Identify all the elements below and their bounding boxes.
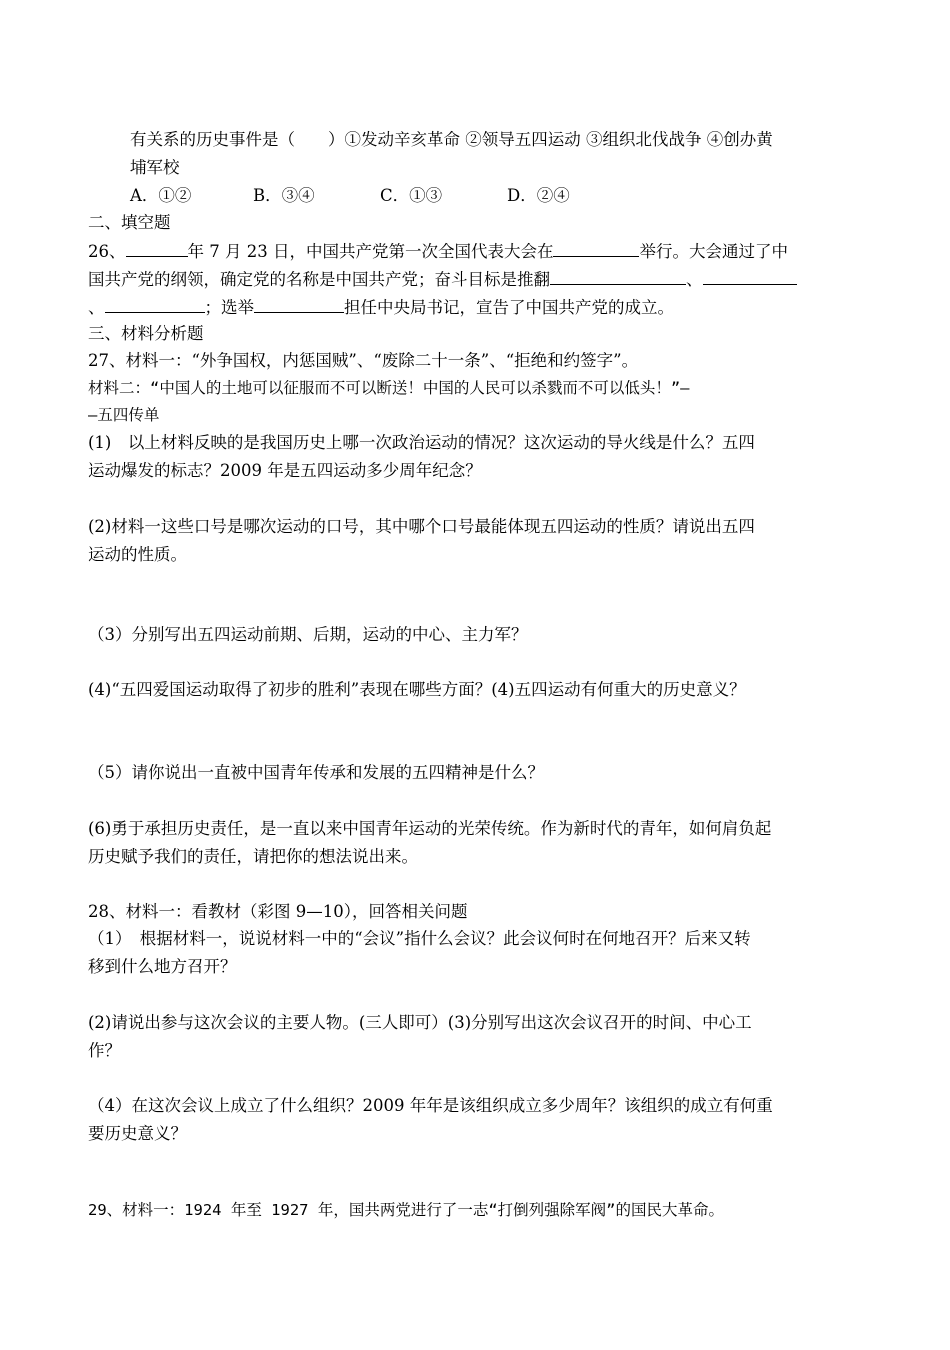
q28-material-1: 28、材料一：看教材（彩图 9—10），回答相关问题 — [88, 902, 468, 921]
blank-goal-3[interactable] — [105, 297, 205, 313]
q27-question-2a: (2)材料一这些口号是哪次运动的口号，其中哪个口号最能体现五四运动的性质？请说出五四 — [88, 517, 755, 536]
option-b: B．③④ — [253, 186, 315, 205]
q26-number: 26、 — [88, 242, 126, 261]
q26-text-a: 年 7 月 23 日，中国共产党第一次全国代表大会在 — [187, 242, 554, 261]
q26-line2 — [88, 269, 797, 290]
q26-text-e: 担任中央局书记，宣告了中国共产党的成立。 — [344, 298, 674, 317]
blank-place[interactable] — [553, 241, 639, 257]
option-c: C．①③ — [380, 186, 443, 205]
q27-question-4: (4)“五四爱国运动取得了初步的胜利”表现在哪些方面？(4)五四运动有何重大的历史意义？ — [88, 680, 746, 699]
blank-secretary[interactable] — [254, 297, 344, 313]
q26-text-b: 举行。大会通过了中 — [639, 242, 788, 261]
q26-lead: 、 — [88, 298, 105, 317]
q26-line1 — [88, 241, 788, 262]
q26-text-c: 国共产党的纲领，确定党的名称是中国共产党；奋斗目标是推翻 — [88, 270, 550, 289]
blank-year[interactable] — [126, 241, 188, 257]
section-material-title: 三、材料分析题 — [88, 324, 204, 343]
q27-question-5: （5）请你说出一直被中国青年传承和发展的五四精神是什么？ — [88, 763, 544, 782]
blank-goal-2[interactable] — [703, 269, 797, 285]
q28-question-4a: （4）在这次会议上成立了什么组织？2009 年年是该组织成立多少周年？该组织的成立有何重 — [88, 1096, 773, 1115]
option-a: A．①② — [130, 186, 192, 205]
q27-material-1: 27、材料一：“外争国权，内惩国贼”、“废除二十一条”、“拒绝和约签字”。 — [88, 351, 639, 370]
q25-line1: 有关系的历史事件是（ ）①发动辛亥革命 ②领导五四运动 ③组织北伐战争 ④创办黄 — [130, 130, 773, 149]
q27-question-6b: 历史赋予我们的责任，请把你的想法说出来。 — [88, 847, 418, 866]
q28-question-4b: 要历史意义？ — [88, 1124, 187, 1143]
blank-goal-1[interactable] — [550, 269, 686, 285]
section-fill-blank-title: 二、填空题 — [88, 213, 171, 232]
q27-question-3: （3）分别写出五四运动前期、后期，运动的中心、主力军？ — [88, 625, 528, 644]
q27-question-6a: (6)勇于承担历史责任，是一直以来中国青年运动的光荣传统。作为新时代的青年，如何肩负起 — [88, 819, 772, 838]
q27-question-1a: (1) 以上材料反映的是我国历史上哪一次政治运动的情况？这次运动的导火线是什么？五四 — [88, 433, 755, 452]
q26-line3 — [88, 297, 674, 318]
q27-question-1b: 运动爆发的标志？2009 年是五四运动多少周年纪念？ — [88, 461, 482, 480]
q28-question-2b: 作？ — [88, 1041, 121, 1060]
q27-material-2a: 材料二：“中国人的土地可以征服而不可以断送！中国的人民可以杀戮而不可以低头！”— — [88, 379, 690, 397]
q28-question-2a: (2)请说出参与这次会议的主要人物。(三人即可）(3)分别写出这次会议召开的时间、中心工 — [88, 1013, 752, 1032]
q28-question-1a: （1） 根据材料一，说说材料一中的“会议”指什么会议？此会议何时在何地召开？后来又转 — [88, 929, 751, 948]
q26-text-d: ；选举 — [204, 298, 254, 317]
q27-material-2b: —五四传单 — [88, 406, 160, 424]
q29-material-1: 29、材料一：1924 年至 1927 年，国共两党进行了一志“打倒列强除军阀”的国民大革命。 — [88, 1201, 724, 1219]
q25-options — [130, 186, 730, 206]
q25-line2: 埔军校 — [130, 158, 180, 177]
option-d: D．②④ — [507, 186, 570, 205]
q26-separator: 、 — [686, 270, 703, 289]
q27-question-2b: 运动的性质。 — [88, 545, 187, 564]
q28-question-1b: 移到什么地方召开？ — [88, 957, 237, 976]
